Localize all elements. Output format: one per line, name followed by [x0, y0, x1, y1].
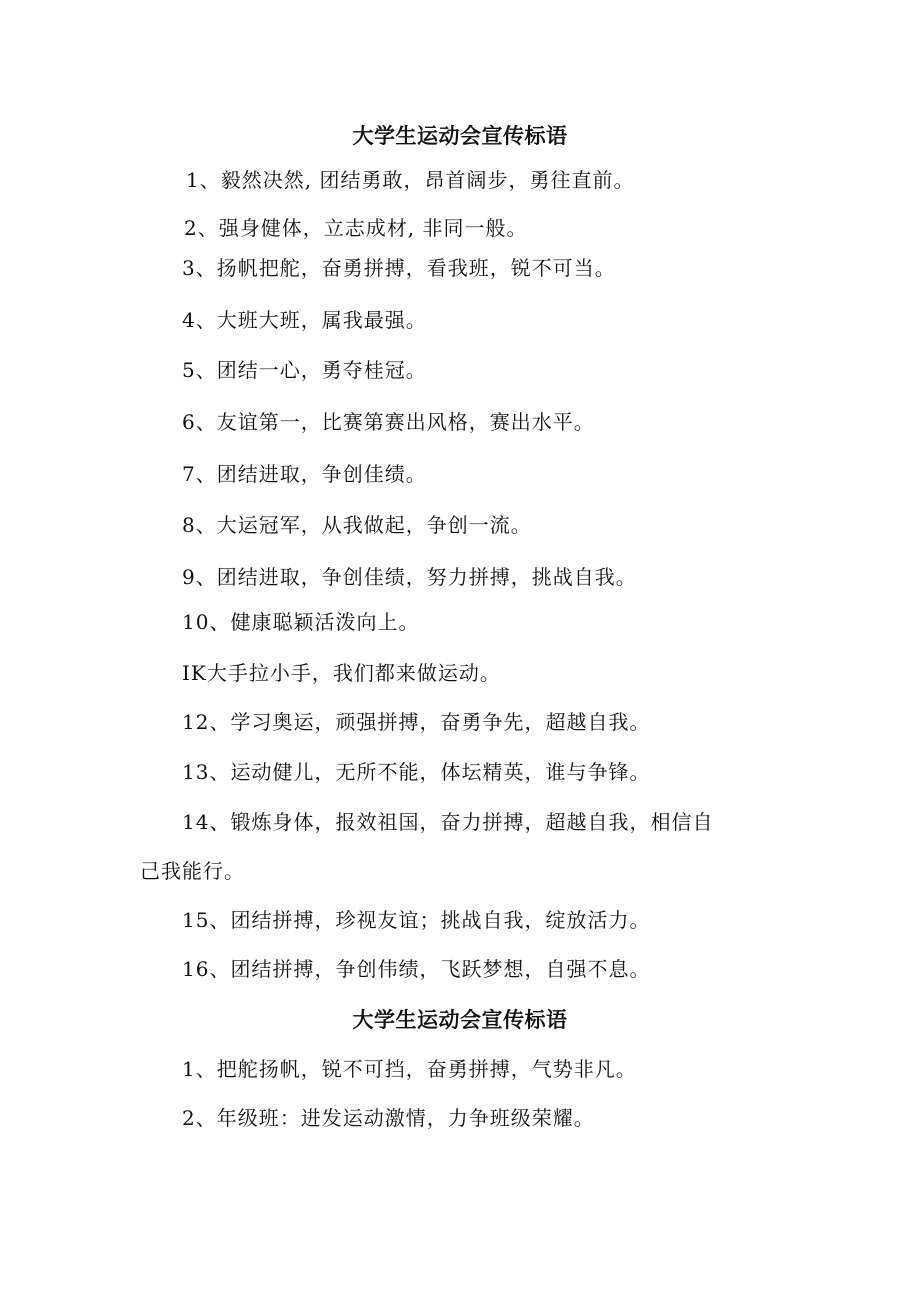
- slogan-item: IK大手拉小手，我们都来做运动。: [182, 661, 501, 685]
- slogan-item: 2、强身健体，立志成材, 非同一般。: [184, 216, 528, 240]
- slogan-item: 7、团结进取，争创佳绩。: [182, 462, 427, 486]
- slogan-item: 10、健康聪颖活泼向上。: [182, 610, 420, 634]
- section-title: 大学生运动会宣传标语: [352, 1008, 568, 1032]
- slogan-item-continuation: 己我能行。: [140, 859, 245, 883]
- slogan-item: 16、团结拼搏，争创伟绩，飞跃梦想，自强不息。: [182, 957, 651, 981]
- slogan-item: 12、学习奥运，顽强拼搏，奋勇争先，超越自我。: [182, 710, 651, 734]
- slogan-item: 15、团结拼搏，珍视友谊；挑战自我，绽放活力。: [182, 908, 651, 932]
- slogan-item: 9、团结进取，争创佳绩，努力拼搏，挑战自我。: [182, 565, 637, 589]
- slogan-item: 8、大运冠军，从我做起，争创一流。: [182, 513, 532, 537]
- slogan-item: 3、扬帆把舵，奋勇拼搏，看我班，锐不可当。: [182, 256, 616, 280]
- slogan-item: 1、把舵扬帆，锐不可挡，奋勇拼搏，气势非凡。: [182, 1057, 637, 1081]
- slogan-item: 4、大班大班，属我最强。: [182, 308, 427, 332]
- slogan-item: 6、友谊第一，比赛第赛出风格，赛出水平。: [182, 410, 595, 434]
- slogan-item: 13、运动健儿，无所不能，体坛精英，谁与争锋。: [182, 760, 651, 784]
- slogan-item: 2、年级班：进发运动激情，力争班级荣耀。: [182, 1106, 595, 1130]
- slogan-item: 1、毅然决然, 团结勇敢，昂首阔步，勇往直前。: [186, 168, 635, 192]
- slogan-item: 5、团结一心，勇夺桂冠。: [182, 358, 427, 382]
- slogan-item: 14、锻炼身体，报效祖国，奋力拼搏，超越自我，相信自: [182, 810, 714, 834]
- section-title: 大学生运动会宣传标语: [352, 124, 568, 148]
